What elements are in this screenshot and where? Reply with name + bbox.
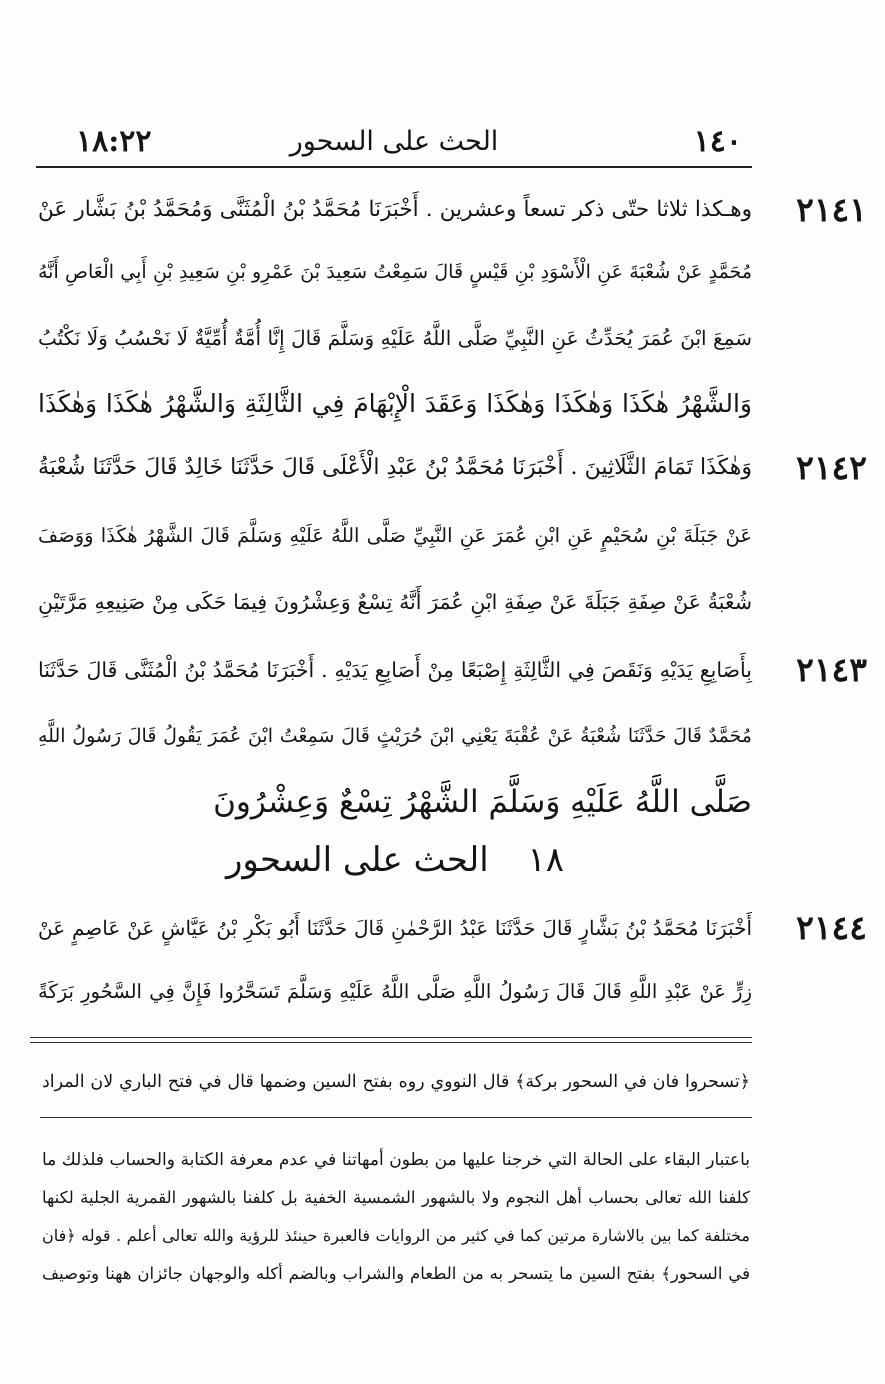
footnote-line: كلفنا الله تعالى بحساب أهل النجوم ولا بالشهور الشمسية الخفية بل كلفنا بالشهور القمرية الجلية لكنها (42, 1188, 750, 1207)
text-line: سَمِعَ ابْنَ عُمَرَ يُحَدِّثُ عَنِ النَّبِيِّ صَلَّى اللَّهُ عَلَيْهِ وَسَلَّمَ قَالَ إِنَّا أُمَّةٌ أُمِّيَّةٌ لَا نَحْسُبُ وَلَا نَكْتُبُ (38, 326, 752, 350)
text-line: زِرٍّ عَنْ عَبْدِ اللَّهِ قَالَ قَالَ رَسُولُ اللَّهِ صَلَّى اللَّهُ عَلَيْهِ وَسَلَّمَ تَسَحَّرُوا فَإِنَّ فِي السَّحُورِ بَرَكَةً (38, 980, 752, 1003)
page-header (36, 118, 752, 168)
text-line: مُحَمَّدٍ عَنْ شُعْبَةَ عَنِ الْأَسْوَدِ بْنِ قَيْسٍ قَالَ سَمِعْتُ سَعِيدَ بْنَ عَمْرِو بْنِ سَعِيدِ بْنِ أَبِي الْعَاصِ أَنَّهُ (38, 261, 752, 283)
footnote-line: مختلفة كما بين بالاشارة مرتين كما في كثير من الروايات فالعبرة حينئذ للرؤية والله تعالى أعلم . قوله ﴿فان (42, 1226, 751, 1245)
hadith-number: ٢١٤١ (796, 190, 867, 229)
text-line: وهـكذا ثلاثا حتّى ذكر تسعاً وعشرين . أَخْبَرَنَا مُحَمَّدُ بْنُ الْمُثَنَّى وَمُحَمَّدُ بْنُ بَشَّار عَنْ (38, 197, 752, 222)
footnote-line: في السحور﴾ بفتح السين ما يتسحر به من الطعام والشراب وبالضم أكله والوجهان جائزان ههنا وتوصيف (42, 1264, 750, 1283)
hadith-range: ١٨:٢٢ (76, 124, 152, 159)
section-number: ١٨ (527, 840, 565, 880)
text-line: شُعْبَةُ عَنْ صِفَةِ جَبَلَةَ عَنْ صِفَةِ ابْنِ عُمَرَ أَنَّهُ تِسْعٌ وَعِشْرُونَ فِيمَا حَكَى مِنْ صَنِيعِهِ مَرَّتَيْنِ (38, 590, 752, 614)
hadith-number: ٢١٤٤ (796, 908, 867, 947)
section-heading (38, 838, 752, 882)
text-line: عَنْ جَبَلَةَ بْنِ سُحَيْمٍ عَنِ ابْنِ عُمَرَ عَنِ النَّبِيِّ صَلَّى اللَّهُ عَلَيْهِ وَسَلَّمَ قَالَ الشَّهْرُ هٰكَذَا وَوَصَفَ (38, 524, 752, 547)
text-line: أَخْبَرَنَا مُحَمَّدُ بْنُ بَشَّارٍ قَالَ حَدَّثَنَا عَبْدُ الرَّحْمٰنِ قَالَ حَدَّثَنَا أَبُو بَكْرِ بْنُ عَيَّاشٍ عَنْ عَاصِمٍ عَنْ (38, 916, 752, 940)
page-number: ١٤٠ (693, 124, 742, 159)
section-title: الحث على السحور (225, 840, 489, 880)
footnote-line: باعتبار البقاء على الحالة التي خرجنا عليها من بطون أمهاتنا في عدم معرفة الكتابة والحساب فلذلك ما (42, 1150, 750, 1170)
hadith-number: ٢١٤٣ (796, 650, 867, 689)
text-line: بِأَصَابِعِ يَدَيْهِ وَنَقَصَ فِي الثَّالِثَةِ إِصْبَعًا مِنْ أَصَابِعِ يَدَيْهِ . أَخْبَرَنَا مُحَمَّدُ بْنُ الْمُثَنَّى قَالَ حَدَّثَنَا (38, 658, 752, 682)
text-line: مُحَمَّدٌ قَالَ حَدَّثَنَا شُعْبَةُ عَنْ عُقْبَةَ يَعْنِي ابْنَ حُرَيْثٍ قَالَ سَمِعْتُ ابْنَ عُمَرَ يَقُولُ قَالَ رَسُولُ اللَّهِ (38, 725, 752, 747)
footnote-divider (30, 1037, 752, 1043)
running-title: الحث على السحور (289, 126, 499, 157)
hadith-number: ٢١٤٢ (796, 448, 867, 487)
text-line: وَالشَّهْرُ هٰكَذَا وَهٰكَذَا وَهٰكَذَا وَعَقَدَ الْإِبْهَامَ فِي الثَّالِثَةِ وَالشَّهْرُ هٰكَذَا وَهٰكَذَا (38, 389, 752, 418)
footnote-line: ﴿تسحروا فان في السحور بركة﴾ قال النووي روه بفتح السين وضمها قال في فتح الباري لان المراد (42, 1072, 750, 1092)
header-rule (36, 166, 752, 168)
text-line: وَهٰكَذَا تَمَامَ الثَّلَاثِينَ . أَخْبَرَنَا مُحَمَّدُ بْنُ عَبْدِ الْأَعْلَى قَالَ حَدَّثَنَا خَالِدٌ قَالَ حَدَّثَنَا شُعْبَةُ (38, 455, 752, 480)
text-line: صَلَّى اللَّهُ عَلَيْهِ وَسَلَّمَ الشَّهْرُ تِسْعٌ وَعِشْرُونَ (213, 784, 752, 820)
commentary-divider (40, 1117, 752, 1118)
